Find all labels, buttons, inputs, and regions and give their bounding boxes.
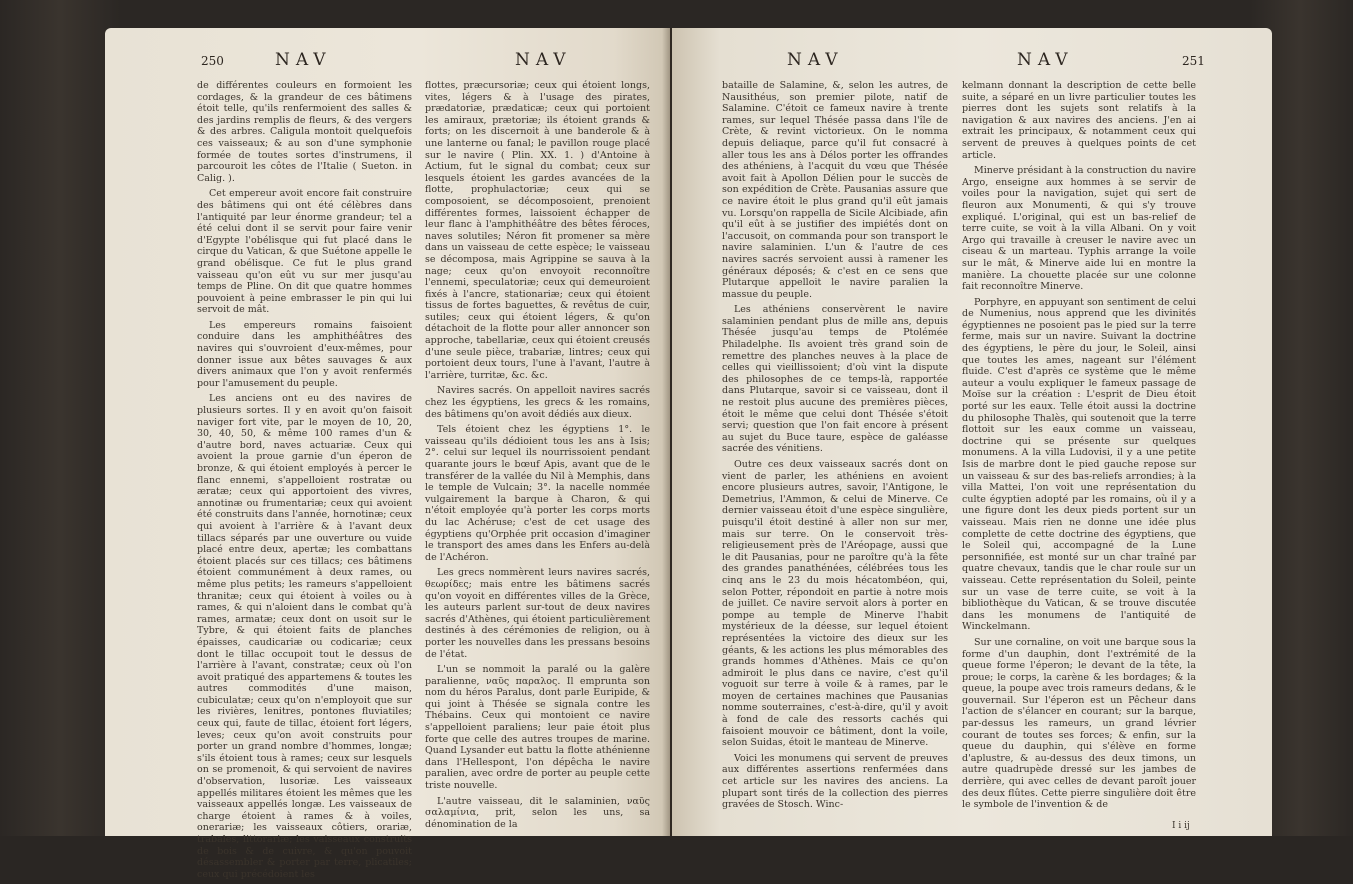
running-head: NAV	[787, 50, 844, 70]
paragraph: Les grecs nommèrent leurs navires sacrés, θεωρίδες; mais entre les bâtimens sacrés qu'on voyoit en différentes villes de la Grèce, les auteurs parlent sur-tout de deux navires sacrés d'Athènes, qui étoient particulièrement destinés à des cérémonies de religion, ou à porter les nouvelles dans les pressans besoins de l'état.	[425, 567, 650, 660]
left-page-header	[105, 50, 670, 72]
page-number-left: 250	[201, 54, 224, 68]
running-head: NAV	[1017, 50, 1074, 70]
paragraph: Les empereurs romains faisoient conduire dans les amphithéâtres des navires qui s'ouvroient d'eux-mêmes, pour donner issue aux bêtes sauvages & aux divers animaux que l'on y avoit renfermés pour l'amusement du peuple.	[197, 319, 412, 389]
paragraph: Les athéniens conservèrent le navire salaminien pendant plus de mille ans, depuis Thésée jusqu'au temps de Ptolémée Philadelphe. Ils avoient très grand soin de remettre des planches neuves à la place de celles qui vieillissoient; d'où vint la dispute des philosophes de ce temps-là, rapportée dans Plutarque, savoir si ce vaisseau, dont il ne restoit plus aucune des premières pièces, étoit le même que celui dont Thésée s'étoit servi; question que l'on fait encore à présent au sujet du Buce taure, espèce de galéasse sacrée des vénitiens.	[722, 304, 948, 455]
paragraph: Voici les monumens qui servent de preuves aux différentes assertions renfermées dans cet article sur les navires des anciens. La plupart sont tirés de la collection des pierres gravées de Stosch. Winc-	[722, 752, 948, 811]
paragraph: flottes, præcursoriæ; ceux qui étoient longs, vites, légers & à l'usage des pirates, prædatoriæ, prædaticæ; ceux qui portoient les amiraux, prætoriæ; ils étoient grands & forts; on les discernoit à une banderole & à une lanterne ou fanal; le pavillon rouge placé sur le navire ( Plin. XX. 1. ) d'Antoine à Actium, fut le signal du combat; ceux sur lesquels étoient les gardes avancées de la flotte, prophulactoriæ; ceux qui se composoient, se décomposoient, prenoient différentes formes, laissoient échapper de leur flanc à l'amphithéâtre des bêtes féroces, naves solutiles; Néron fit promener sa mère dans un vaisseau de cette espèce; le vaisseau se décomposa, mais Agrippine se sauva à la nage; ceux qu'on envoyoit reconnoître l'ennemi, speculatoriæ; ceux qui demeuroient fixés à l'ancre, stationariæ; ceux qui étoient tissus de fortes baguettes, & revêtus de cuir, sutiles; ceux qui étoient légers, & qu'on détachoit de la flotte pour aller annoncer son approche, tabellariæ, ceux qui étoient creusés d'une seule pièce, trabariæ, lintres; ceux qui portoient deux tours, l'une à l'avant, l'autre à l'arrière, turritæ, &c. &c.	[425, 80, 650, 381]
paragraph: bataille de Salamine, &, selon les autres, de Nausithéus, son premier pilote, natif de Salamine. C'étoit ce fameux navire à trente rames, sur lequel Thésée passa dans l'île de Crète, & revint victorieux. On le nomma depuis deliaque, parce qu'il fut consacré à aller tous les ans à Délos porter les offrandes des athéniens, à l'acquit du vœu que Thésée avoit fait à Apollon Délien pour le succès de son expédition de Crète. Pausanias assure que ce navire étoit le plus grand qu'il eût jamais vu. Lorsqu'on rappella de Sicile Alcibiade, afin qu'il eût à se justifier des impiétés dont on l'accusoit, on commanda pour son transport le navire salaminien. L'un & l'autre de ces navires sacrés servoient aussi à ramener les généraux déposés; & c'est en ce sens que Plutarque appelloit le navire paralien la massue du peuple.	[722, 80, 948, 300]
running-head: NAV	[275, 50, 332, 70]
paragraph: Cet empereur avoit encore fait construire des bâtimens qui ont été célèbres dans l'antiquité par leur énorme grandeur; tel a été celui dont il se servit pour faire venir d'Egypte l'obélisque qui fut placé dans le cirque du Vatican, & que Suétone appelle le grand obélisque. Ce fut le plus grand vaisseau qu'on eût vu sur mer jusqu'au temps de Pline. On dit que quatre hommes pouvoient à peine embrasser le pin qui lui servoit de mât.	[197, 188, 412, 316]
paragraph: L'autre vaisseau, dit le salaminien, ναῦς σαλαμίνια, prit, selon les uns, sa dénomination de la	[425, 795, 650, 830]
text-column-right-2	[962, 80, 1196, 815]
paragraph: Navires sacrés. On appelloit navires sacrés chez les égyptiens, les grecs & les romains, des bâtimens qu'on avoit dédiés aux dieux.	[425, 385, 650, 420]
paragraph: de différentes couleurs en formoient les cordages, & la grandeur de ces bâtimens étoit telle, qu'ils renfermoient des salles & des jardins remplis de fleurs, & des vergers & des arbres. Caligula montoit quelquefois ces vaisseaux; & au son d'une symphonie formée de toutes sortes d'instrumens, il parcouroit les côtes de l'Italie ( Sueton. in Calig. ).	[197, 80, 412, 184]
page-number-right: 251	[1182, 54, 1205, 68]
left-page	[105, 28, 670, 880]
right-page	[672, 28, 1272, 836]
paragraph: Outre ces deux vaisseaux sacrés dont on vient de parler, les athéniens en avoient encore plusieurs autres, savoir, l'Antigone, le Demetrius, l'Ammon, & celui de Minerve. Ce dernier vaisseau étoit d'une espèce singulière, puisqu'il étoit destiné à aller non sur mer, mais sur terre. On le conservoit très-religieusement près de l'Aréopage, aussi que le dit Pausanias, pour ne paroître qu'à la fête des grandes panathénées, célébrées tous les cinq ans le 23 du mois hécatombéon, qui, selon Potter, répondoit en partie à notre mois de juillet. Ce navire servoit alors à porter en pompe au temple de Minerve l'habit mystérieux de la déesse, sur lequel étoient représentées la victoire des dieux sur les géants, & les actions les plus mémorables des grands hommes d'Athènes. Mais ce qu'on admiroit le plus dans ce navire, c'est qu'il voguoit sur terre à voile & à rames, par le moyen de certaines machines que Pausanias nomme souterraines, c'est-à-dire, qu'il y avoit à fond de cale des ressorts cachés qui faisoient mouvoir ce bâtiment, dont la voile, selon Suidas, étoit le manteau de Minerve.	[722, 459, 948, 749]
running-head: NAV	[515, 50, 572, 70]
text-column-left-1	[197, 80, 412, 884]
paragraph: L'un se nommoit la paralé ou la galère paralienne, ναῦς παραλος. Il emprunta son nom du héros Paralus, dont parle Euripide, & qui joint à Thésée se signala contre les Thébains. Ceux qui montoient ce navire s'appelloient paraliens; leur paie étoit plus forte que celle des autres troupes de marine. Quand Lysander eut battu la flotte athénienne dans l'Hellespont, l'on dépêcha le navire paralien, avec ordre de porter au peuple cette triste nouvelle.	[425, 664, 650, 792]
text-column-right-1	[722, 80, 948, 815]
paragraph: Minerve présidant à la construction du navire Argo, enseigne aux hommes à se servir de voiles pour la navigation, sujet qui sert de fleuron aux Monumenti, & qui s'y trouve expliqué. L'original, qui est un bas-relief de terre cuite, se voit à la villa Albani. On y voit Argo qui travaille à creuser le navire avec un ciseau & un marteau. Typhis arrange la voile sur le mât, & Minerve aide lui en montre la manière. La chouette placée sur une colonne fait reconnoître Minerve.	[962, 165, 1196, 293]
paragraph: kelmann donnant la description de cette belle suite, a séparé en un livre particulier toutes les pierres dont les sujets sont relatifs à la navigation & aux navires des anciens. J'en ai extrait les principaux, & notamment ceux qui servent de preuves à quelques points de cet article.	[962, 80, 1196, 161]
right-page-header	[672, 50, 1272, 72]
paragraph: Porphyre, en appuyant son sentiment de celui de Numenius, nous apprend que les divinités égyptiennes ne posoient pas le pied sur la terre ferme, mais sur un navire. Suivant la doctrine des égyptiens, le père du jour, le Soleil, ainsi que toutes les ames, nageant sur l'élément fluide. C'est d'après ce système que le même auteur a voulu expliquer le fameux passage de Moïse sur la création : L'esprit de Dieu étoit porté sur les eaux. Telle étoit aussi la doctrine du philosophe Thalès, qui soutenoit que la terre flottoit sur les eaux comme un vaisseau, doctrine qui se présente sur quelques monumens. A la villa Ludovisi, il y a une petite Isis de marbre dont le pied gauche repose sur un vaisseau & sur des bas-reliefs arrondies; à la villa Mattei, l'on voit une représentation du culte égyptien adopté par les romains, où il y a une figure dont les deux pieds portent sur un vaisseau. Mais rien ne donne une idée plus complette de cette doctrine des égyptiens, que le Soleil qui, accompagné de la Lune personnifiée, est monté sur un char traîné par quatre chevaux, tandis que le char roule sur un vaisseau. Cette représentation du Soleil, peinte sur un vase de terre cuite, se voit à la bibliothèque du Vatican, & se trouve discutée dans les monumens de l'antiquité de Winckelmann.	[962, 296, 1196, 633]
paragraph: Les anciens ont eu des navires de plusieurs sortes. Il y en avoit qu'on faisoit naviger fort vite, par le moyen de 10, 20, 30, 40, 50, & même 100 rames d'un & d'autre bord, naves actuariæ. Ceux qui avoient la proue garnie d'un éperon de bronze, & qui étoient employés à percer le flanc ennemi, s'appelloient rostratæ ou æratæ; ceux qui apportoient des vivres, annotinæ ou frumentariæ; ceux qui avoient été construits dans l'année, hornotinæ; ceux qui avoient à l'arrière & à l'avant deux tillacs séparés par une ouverture ou vuide placé entre deux, apertæ; les combattans étoient placés sur ces tillacs; ces bâtimens étoient communément à deux rames, ou même plus petits; les rameurs s'appelloient thranitæ; ceux qui étoient à voiles ou à rames, & qui n'aloient dans le combat qu'à rames, armatæ; ceux dont on usoit sur le Tybre, & qui étoient faits de planches épaisses, caudicariæ ou codicariæ; ceux dont le tillac occupoit tout le dessus de l'arrière à l'avant, constratæ; ceux où l'on avoit pratiqué des appartemens & toutes les autres commodités d'une maison, cubiculatæ; ceux qu'on n'employoit que sur les rivières, lenitres, pontones fluviatiles; ceux qui, faute de tillac, étoient fort légers, leves; ceux qu'on avoit construits pour porter un grand nombre d'hommes, longæ; s'ils étoient tous à rames; ceux sur lesquels on se promenoit, & qui servoient de navires d'observation, lusoriæ. Les vaisseaux appellés militares étoient les mêmes que les vaisseaux appellés longæ. Les vaisseaux de charge étoient à rames & à voiles, onerariæ; les vaisseaux côtiers, orariæ, trabales, littorariæ; les vaisseaux construits de bois & de cuivre, & qu'on pouvoit désassembler & porter par terre, plicatiles; ceux qui précédoient les	[197, 393, 412, 880]
paragraph: Tels étoient chez les égyptiens 1°. le vaisseau qu'ils dédioient tous les ans à Isis; 2°. celui sur lequel ils nourrissoient pendant quarante jours le bœuf Apis, avant que de le transférer de la vallée du Nil à Memphis, dans le temple de Vulcain; 3°. la nacelle nommée vulgairement la barque à Charon, & qui n'étoit employée qu'à porter les corps morts du lac Achéruse; c'est de cet usage des égyptiens qu'Orphée prit occasion d'imaginer le transport des ames dans les Enfers au-delà de l'Achéron.	[425, 424, 650, 563]
text-column-left-2	[425, 80, 650, 834]
paragraph: Sur une cornaline, on voit une barque sous la forme d'un dauphin, dont l'extrémité de la queue forme l'éperon; le devant de la tête, la proue; le corps, la carène & les bordages; & la queue, la poupe avec trois rameurs dedans, & le gouvernail. Sur l'éperon est un Pêcheur dans l'action de s'élancer en courant; sur la barque, par-dessus les rameurs, un grand lévrier courant de toutes ses forces; & enfin, sur la queue du dauphin, qui s'élève en forme d'aplustre, & au-dessus des deux timons, un autre quadrupède dressé sur les jambes de derrière, qui avec celles de devant paroît jouer des deux flûtes. Cette pierre singulière doit être le symbole de l'invention & de	[962, 636, 1196, 811]
signature-mark: I i ij	[1172, 821, 1190, 831]
